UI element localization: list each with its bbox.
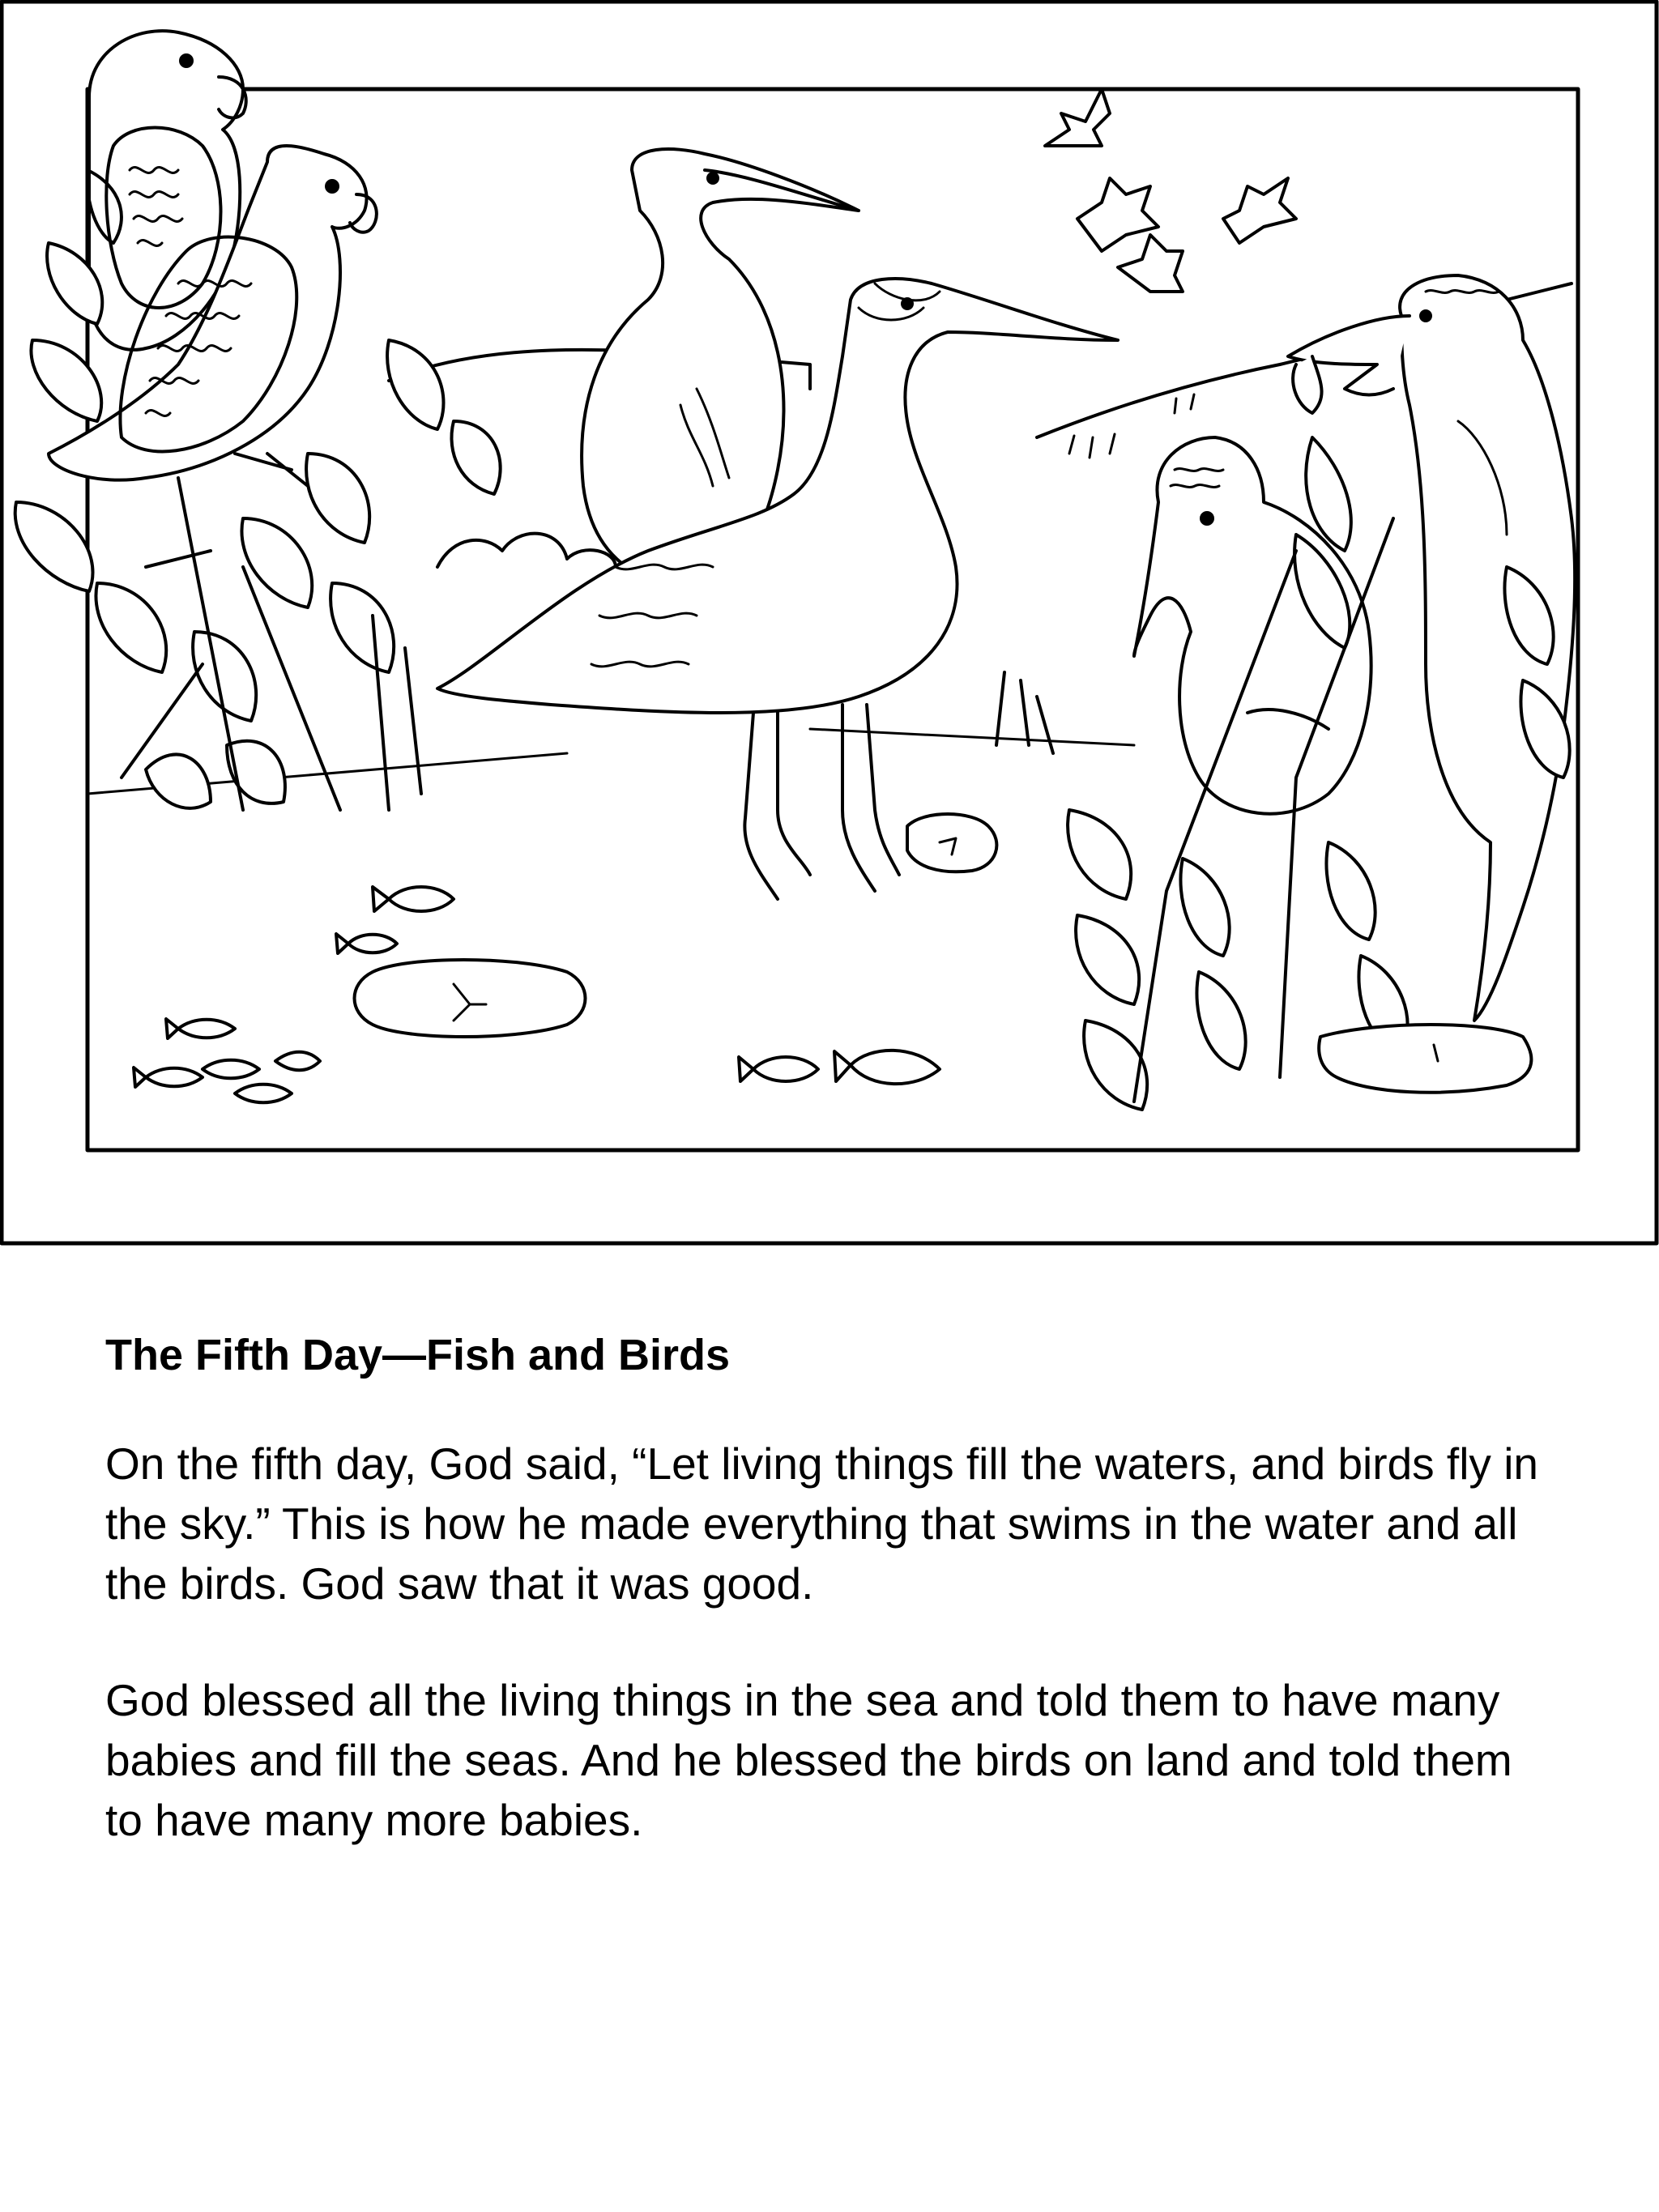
paragraph: God blessed all the living things in the sea and told them to have many babies and fill the seas. And he blessed the birds on land and told them to have many more babies.	[105, 1675, 1512, 1845]
bush-left	[437, 534, 616, 567]
lily-pad-icon	[355, 814, 997, 1037]
paragraph: On the fifth day, God said, “Let living things fill the waters, and birds fly in the sky.” This is how he made everything that swims in the water and all the birds. God saw that it was good.	[105, 1438, 1539, 1609]
page-heading: The Fifth Day—Fish and Birds	[105, 1331, 731, 1379]
caption-block	[105, 1327, 1580, 1907]
flying-bird-icon	[1045, 89, 1296, 292]
